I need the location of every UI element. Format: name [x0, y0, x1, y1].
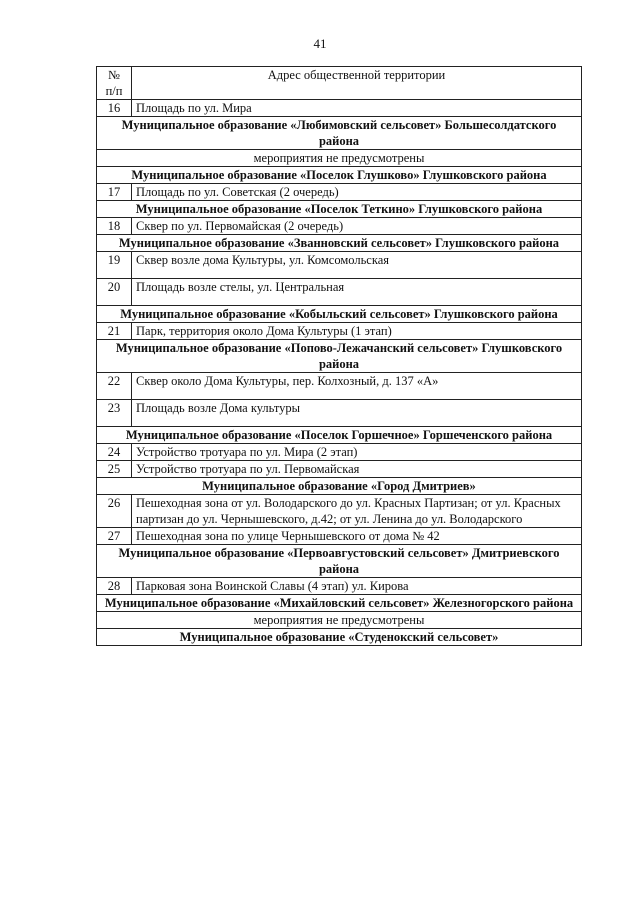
municipality-heading: Муниципальное образование «Поселок Глушково» Глушковского района: [97, 167, 582, 184]
municipality-heading: Муниципальное образование «Попово-Лежачанский сельсовет» Глушковского района: [97, 340, 582, 373]
row-address: Парк, территория около Дома Культуры (1 этап): [132, 323, 582, 340]
municipality-row: [97, 595, 582, 612]
table-header-row: [97, 67, 582, 100]
table-row: [97, 279, 582, 306]
row-address: Площадь по ул. Мира: [132, 100, 582, 117]
municipality-heading: Муниципальное образование «Первоавгустовский сельсовет» Дмитриевского района: [97, 545, 582, 578]
row-address: Сквер возле дома Культуры, ул. Комсомольская: [132, 252, 582, 279]
municipality-row: [97, 201, 582, 218]
row-address: Площадь возле Дома культуры: [132, 400, 582, 427]
table-row: [97, 252, 582, 279]
municipality-row: [97, 306, 582, 323]
municipality-heading: Муниципальное образование «Любимовский сельсовет» Большесолдатского района: [97, 117, 582, 150]
note-row: [97, 150, 582, 167]
table-body: [97, 100, 582, 646]
municipality-row: [97, 117, 582, 150]
municipality-heading: Муниципальное образование «Поселок Горшечное» Горшеченского района: [97, 427, 582, 444]
row-number: 16: [97, 100, 132, 117]
row-number: 18: [97, 218, 132, 235]
row-number: 19: [97, 252, 132, 279]
row-address: Сквер около Дома Культуры, пер. Колхозный, д. 137 «А»: [132, 373, 582, 400]
column-header-number: [97, 67, 132, 100]
row-address: Пешеходная зона по улице Чернышевского от дома № 42: [132, 528, 582, 545]
no-measures-note: мероприятия не предусмотрены: [97, 150, 582, 167]
note-row: [97, 612, 582, 629]
table-row: [97, 578, 582, 595]
row-address: Устройство тротуара по ул. Первомайская: [132, 461, 582, 478]
table-row: [97, 218, 582, 235]
row-number: 24: [97, 444, 132, 461]
table-row: [97, 444, 582, 461]
row-address: Площадь возле стелы, ул. Центральная: [132, 279, 582, 306]
row-address: Пешеходная зона от ул. Володарского до ул. Красных Партизан; от ул. Красных партизан до ул. Чернышевского, д.42; от ул. Ленина до ул. Володарского: [132, 495, 582, 528]
row-number: 27: [97, 528, 132, 545]
municipality-row: [97, 427, 582, 444]
table-row: [97, 100, 582, 117]
column-header-address: Адрес общественной территории: [132, 67, 582, 100]
row-number: 22: [97, 373, 132, 400]
row-number: 25: [97, 461, 132, 478]
municipality-heading: Муниципальное образование «Город Дмитриев»: [97, 478, 582, 495]
row-number: 28: [97, 578, 132, 595]
row-address: Площадь по ул. Советская (2 очередь): [132, 184, 582, 201]
column-header-number-text: № п/п: [105, 68, 123, 98]
row-address: Сквер по ул. Первомайская (2 очередь): [132, 218, 582, 235]
municipality-row: [97, 235, 582, 252]
municipality-heading: Муниципальное образование «Студенокский сельсовет»: [97, 629, 582, 646]
municipality-heading: Муниципальное образование «Поселок Теткино» Глушковского района: [97, 201, 582, 218]
row-number: 20: [97, 279, 132, 306]
table-row: [97, 528, 582, 545]
row-number: 23: [97, 400, 132, 427]
table-row: [97, 461, 582, 478]
row-number: 26: [97, 495, 132, 528]
municipality-heading: Муниципальное образование «Званновский сельсовет» Глушковского района: [97, 235, 582, 252]
municipality-row: [97, 629, 582, 646]
row-number: 17: [97, 184, 132, 201]
municipality-heading: Муниципальное образование «Кобыльский сельсовет» Глушковского района: [97, 306, 582, 323]
municipality-row: [97, 167, 582, 184]
municipality-row: [97, 478, 582, 495]
row-address: Парковая зона Воинской Славы (4 этап) ул. Кирова: [132, 578, 582, 595]
municipality-row: [97, 340, 582, 373]
table-row: [97, 184, 582, 201]
page-number: 41: [313, 36, 327, 51]
table-row: [97, 323, 582, 340]
row-address: Устройство тротуара по ул. Мира (2 этап): [132, 444, 582, 461]
row-number: 21: [97, 323, 132, 340]
table-row: [97, 400, 582, 427]
municipality-row: [97, 545, 582, 578]
table-row: [97, 495, 582, 528]
table-row: [97, 373, 582, 400]
public-territories-table: [96, 66, 582, 646]
municipality-heading: Муниципальное образование «Михайловский сельсовет» Железногорского района: [97, 595, 582, 612]
no-measures-note: мероприятия не предусмотрены: [97, 612, 582, 629]
